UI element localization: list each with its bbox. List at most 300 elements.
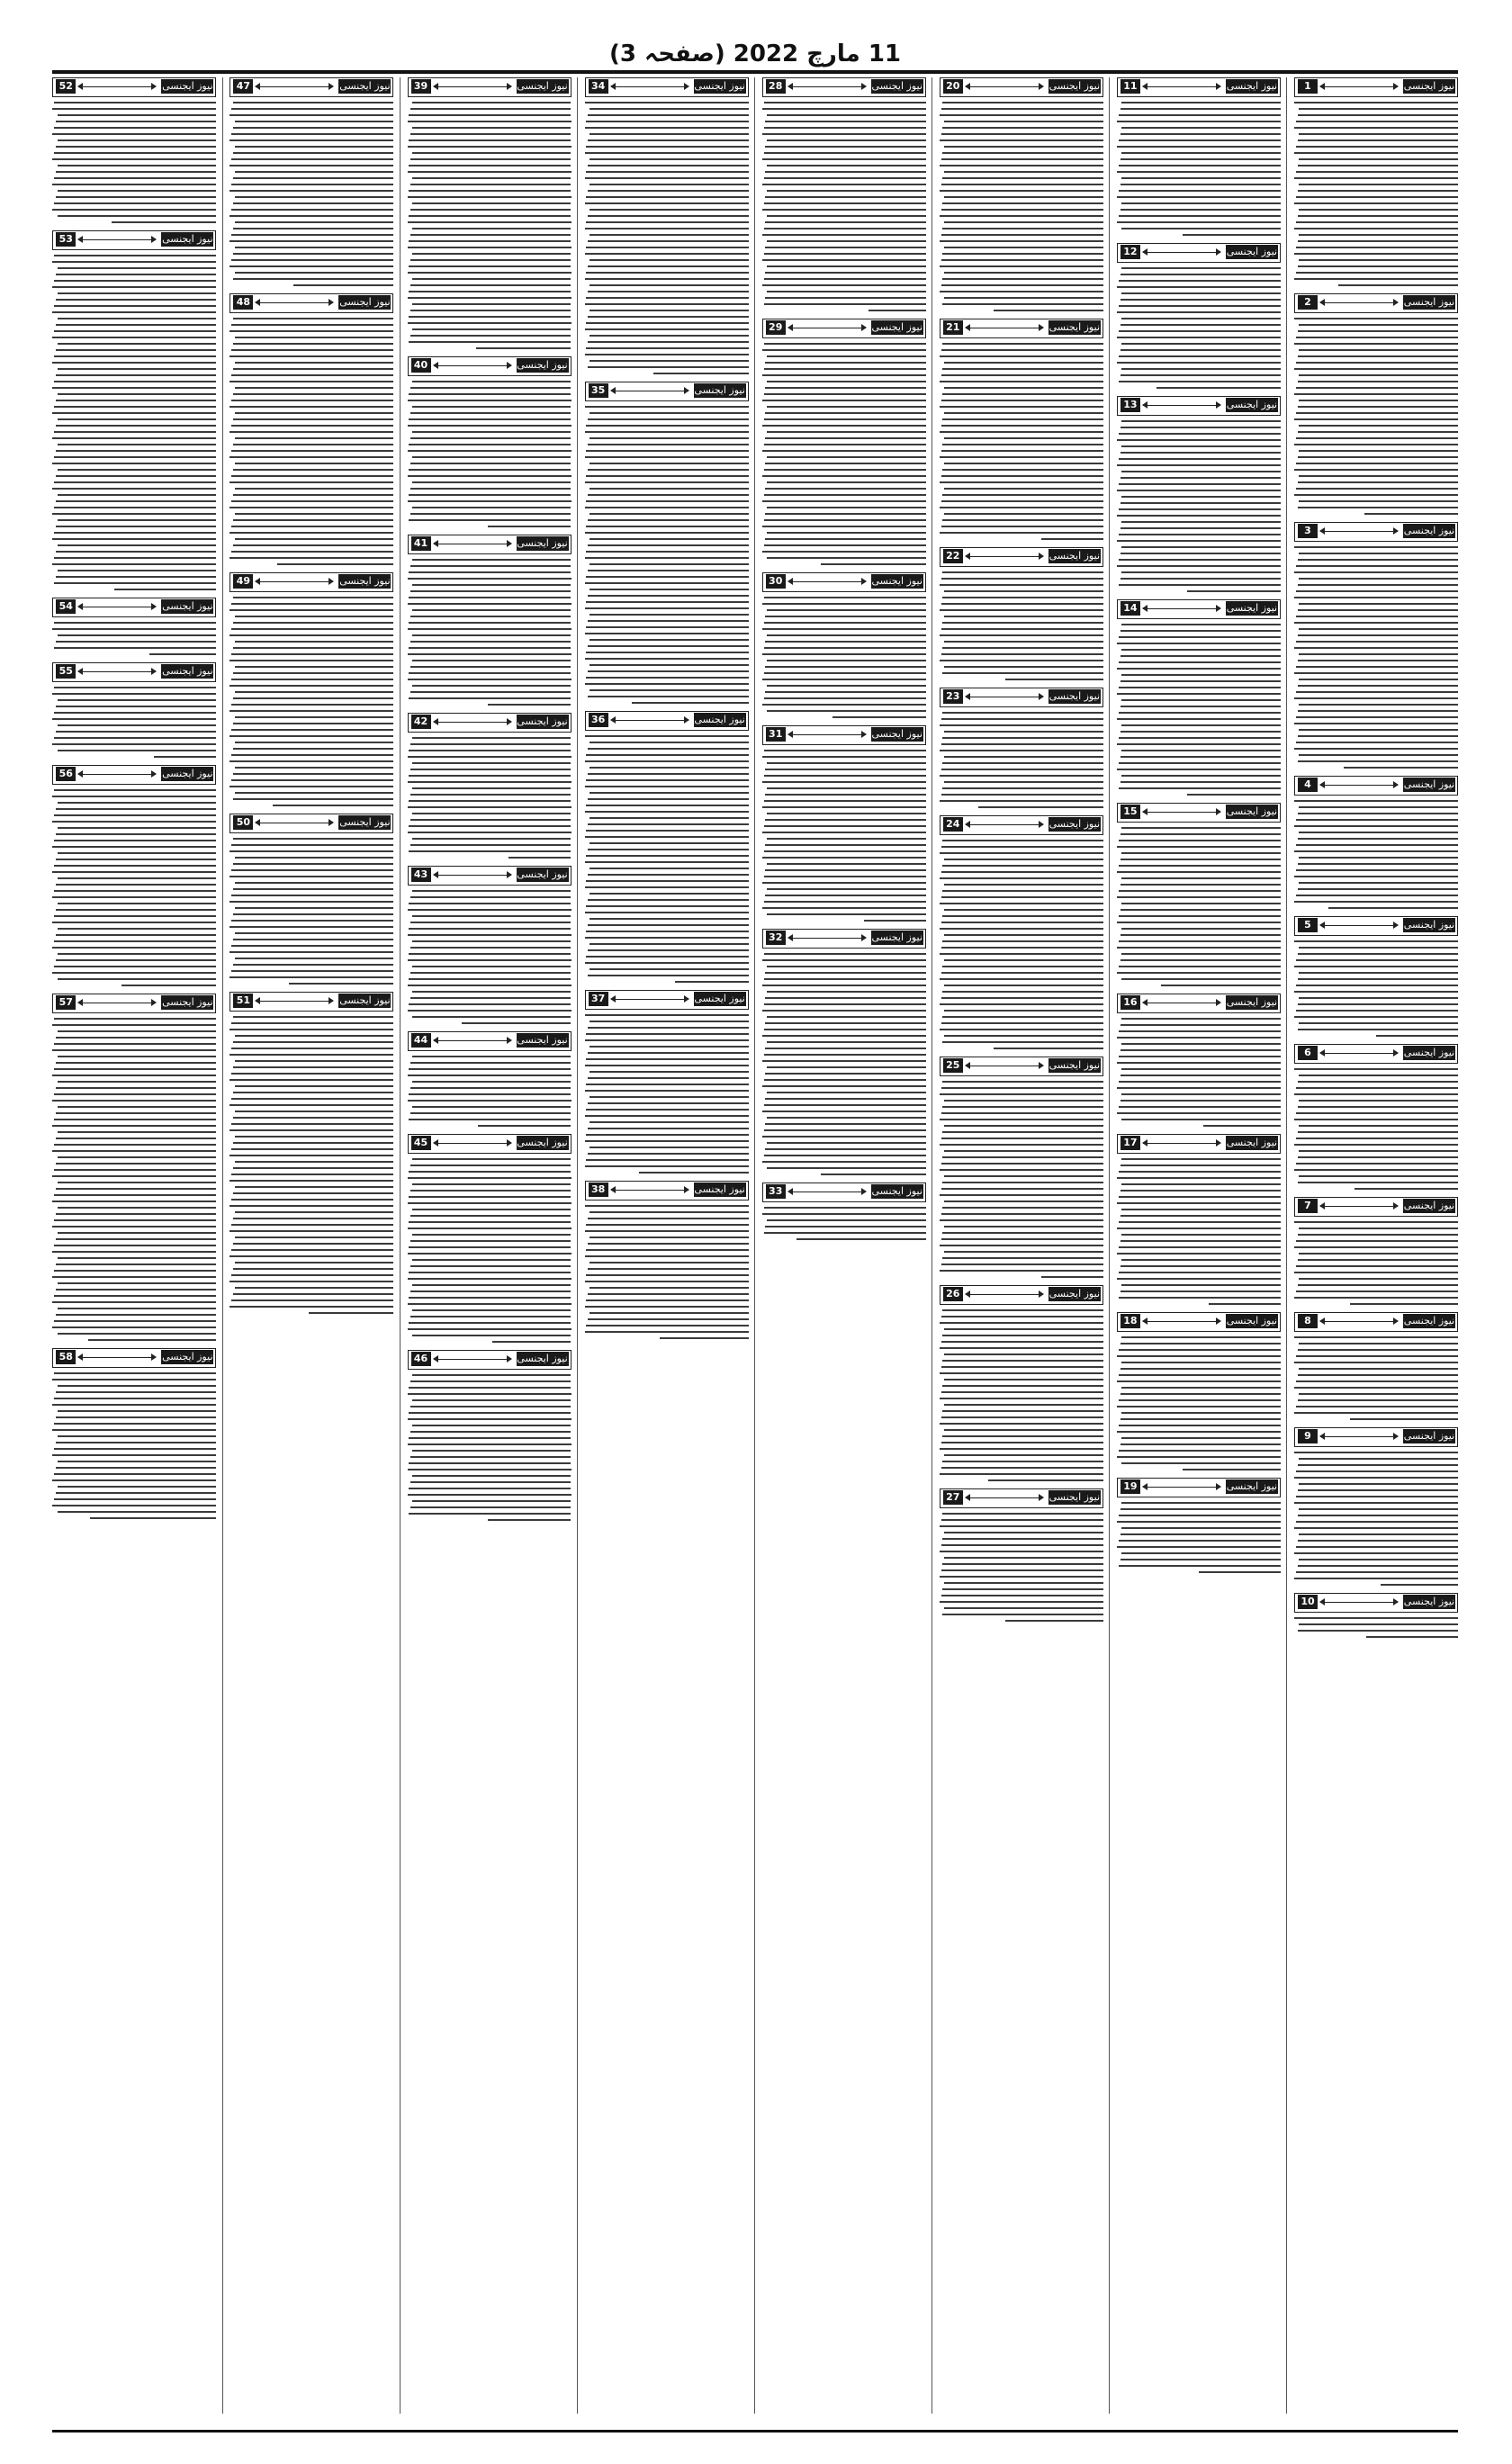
text-line: [58, 802, 217, 804]
text-line: [54, 1219, 216, 1221]
text-line: [233, 127, 393, 129]
text-line: [233, 393, 393, 395]
news-item: [940, 77, 1103, 311]
text-line: [56, 859, 216, 860]
text-line: [764, 444, 926, 445]
news-item: [585, 711, 749, 983]
double-arrow-icon: [78, 239, 156, 240]
news-item-body: [940, 1309, 1103, 1481]
text-line: [412, 1450, 572, 1452]
text-line: [409, 647, 571, 649]
text-line: [233, 202, 393, 204]
text-line: [112, 221, 216, 223]
news-item: [1117, 77, 1281, 236]
text-line: [1296, 146, 1458, 148]
news-item: [1117, 243, 1281, 389]
text-line: [235, 907, 394, 909]
text-line: [231, 209, 393, 211]
text-line: [944, 1429, 1103, 1431]
text-line: [941, 1163, 1103, 1165]
text-line: [942, 1156, 1102, 1158]
news-item-number: 43: [411, 868, 431, 882]
text-line: [412, 1158, 572, 1160]
agency-label: نیوز ایجنسی: [1403, 778, 1455, 790]
text-line: [941, 1138, 1103, 1139]
text-line: [942, 519, 1102, 521]
text-line: [1121, 1183, 1281, 1185]
text-line: [1120, 553, 1281, 554]
text-line: [231, 844, 393, 846]
text-line: [412, 253, 572, 255]
text-line: [412, 1234, 572, 1236]
text-line: [944, 666, 1103, 668]
double-arrow-icon: [1143, 608, 1220, 609]
text-line: [1121, 1412, 1281, 1414]
text-line: [586, 247, 748, 248]
text-line: [1121, 471, 1281, 472]
text-line: [52, 1100, 216, 1102]
text-line: [52, 1326, 216, 1328]
news-item-number: 46: [411, 1352, 431, 1366]
news-item-header: [1294, 1044, 1458, 1064]
text-line: [410, 922, 571, 923]
text-line: [1294, 1016, 1458, 1018]
news-column: [230, 77, 393, 2414]
text-line: [762, 158, 926, 160]
text-line: [765, 844, 925, 846]
news-item-number: 51: [233, 994, 253, 1008]
text-line: [149, 653, 217, 655]
text-line: [409, 928, 571, 930]
text-line: [765, 869, 925, 871]
text-line: [1117, 1202, 1281, 1204]
text-line: [1299, 1343, 1458, 1344]
news-item-body: [230, 102, 393, 286]
text-line: [944, 934, 1103, 936]
text-line: [58, 469, 217, 471]
text-line: [54, 1398, 216, 1399]
double-arrow-icon: [1320, 1602, 1398, 1603]
text-line: [235, 247, 394, 248]
text-line: [1120, 1368, 1281, 1370]
news-item: [230, 814, 393, 985]
text-line: [588, 1218, 748, 1219]
text-line: [942, 1131, 1102, 1133]
text-line: [942, 102, 1102, 103]
text-line: [767, 240, 926, 242]
text-line: [1298, 1374, 1458, 1376]
text-line: [765, 171, 925, 173]
text-line: [231, 779, 393, 781]
news-item-body: [940, 571, 1103, 680]
text-line: [944, 1454, 1103, 1456]
text-line: [942, 1360, 1102, 1362]
text-line: [409, 265, 571, 267]
text-line: [1294, 343, 1458, 345]
text-line: [58, 978, 217, 980]
news-item-body: [940, 1081, 1103, 1278]
text-line: [585, 278, 749, 280]
text-line: [230, 1230, 393, 1232]
text-line: [767, 355, 926, 357]
text-line: [1294, 723, 1458, 724]
news-item: [1294, 1312, 1458, 1420]
text-line: [408, 1418, 572, 1420]
text-line: [230, 685, 393, 687]
double-arrow-icon: [611, 86, 688, 87]
text-line: [56, 450, 216, 452]
text-line: [52, 718, 216, 720]
text-line: [233, 647, 393, 649]
text-line: [58, 1435, 217, 1437]
text-line: [940, 928, 1103, 930]
text-line: [765, 769, 925, 770]
text-line: [941, 947, 1103, 949]
text-line: [1294, 1221, 1458, 1223]
text-line: [586, 322, 748, 324]
text-line: [52, 1379, 216, 1380]
text-line: [764, 1079, 926, 1081]
text-line: [52, 1024, 216, 1026]
text-line: [52, 261, 216, 263]
text-line: [231, 158, 393, 160]
text-line: [1119, 1106, 1281, 1108]
text-line: [492, 1341, 571, 1343]
news-item-header: [408, 1031, 572, 1051]
column-divider: [754, 77, 755, 2414]
text-line: [235, 1111, 394, 1112]
text-line: [1120, 427, 1281, 428]
double-arrow-icon: [966, 556, 1043, 557]
text-line: [1296, 590, 1458, 592]
text-line: [765, 1022, 925, 1024]
text-line: [944, 437, 1103, 439]
text-line: [230, 406, 393, 408]
text-line: [585, 735, 749, 737]
text-line: [942, 712, 1102, 714]
text-line: [1294, 1093, 1458, 1095]
text-line: [942, 418, 1102, 420]
text-line: [1344, 767, 1458, 769]
agency-label: نیوز ایجنسی: [1226, 80, 1278, 92]
news-item-header: [762, 725, 926, 745]
text-line: [1296, 1546, 1458, 1548]
text-line: [233, 748, 393, 750]
text-line: [940, 406, 1103, 408]
double-arrow-icon: [1320, 86, 1398, 87]
text-line: [408, 400, 572, 401]
text-line: [410, 972, 571, 974]
text-line: [1121, 978, 1281, 980]
text-line: [944, 1125, 1103, 1127]
double-arrow-icon: [1143, 812, 1220, 813]
text-line: [942, 1081, 1102, 1083]
text-line: [1294, 622, 1458, 624]
text-line: [408, 221, 572, 223]
text-line: [1294, 966, 1458, 967]
text-line: [588, 949, 748, 951]
text-line: [54, 1448, 216, 1450]
text-line: [1296, 272, 1458, 274]
text-line: [235, 362, 394, 364]
text-line: [585, 760, 749, 762]
text-line: [1119, 915, 1281, 917]
text-line: [412, 1056, 572, 1057]
news-item: [408, 535, 572, 706]
news-item-header: [585, 77, 749, 97]
text-line: [940, 190, 1103, 192]
text-line: [54, 152, 216, 154]
text-line: [1299, 400, 1458, 401]
text-line: [54, 1295, 216, 1297]
news-item-body: [1294, 1617, 1458, 1638]
text-line: [1296, 691, 1458, 693]
text-line: [412, 177, 572, 179]
double-arrow-icon: [1320, 785, 1398, 786]
text-line: [52, 1201, 216, 1202]
news-item-number: 17: [1120, 1136, 1140, 1150]
text-line: [1120, 756, 1281, 758]
text-line: [941, 972, 1103, 974]
text-line: [1294, 177, 1458, 179]
text-line: [821, 563, 925, 565]
text-line: [235, 1262, 394, 1263]
text-line: [54, 966, 216, 967]
text-line: [1294, 940, 1458, 942]
text-line: [1119, 1515, 1281, 1516]
text-line: [764, 647, 926, 649]
text-line: [412, 1500, 572, 1502]
news-item: [1294, 77, 1458, 286]
news-item-header: [940, 1285, 1103, 1305]
text-line: [1298, 710, 1458, 712]
text-line: [54, 1144, 216, 1146]
text-line: [1296, 387, 1458, 389]
text-line: [56, 641, 216, 643]
text-line: [235, 716, 394, 718]
text-line: [412, 1016, 572, 1018]
text-line: [767, 165, 926, 166]
text-line: [233, 418, 393, 420]
text-line: [233, 494, 393, 496]
news-item-header: [408, 535, 572, 554]
text-line: [940, 1245, 1103, 1246]
text-line: [409, 1093, 571, 1095]
news-item-body: [585, 406, 749, 704]
text-line: [409, 165, 571, 166]
text-line: [412, 940, 572, 942]
text-line: [52, 437, 216, 439]
news-item-number: 53: [56, 232, 76, 247]
text-line: [1298, 1156, 1458, 1158]
news-item-number: 10: [1298, 1595, 1318, 1609]
text-line: [409, 139, 571, 141]
news-item: [1294, 916, 1458, 1037]
text-line: [590, 792, 749, 794]
text-line: [590, 538, 749, 540]
text-line: [410, 387, 571, 389]
text-line: [1121, 127, 1281, 129]
text-line: [588, 696, 748, 697]
text-line: [52, 1049, 216, 1051]
text-line: [52, 922, 216, 923]
text-line: [944, 247, 1103, 248]
text-line: [1120, 452, 1281, 454]
text-line: [942, 571, 1102, 573]
text-line: [767, 762, 926, 764]
text-line: [54, 1068, 216, 1070]
agency-label: نیوز ایجنسی: [1226, 246, 1278, 257]
text-line: [230, 976, 393, 978]
text-line: [1183, 234, 1281, 236]
text-line: [764, 672, 926, 674]
text-line: [233, 177, 393, 179]
text-line: [230, 481, 393, 483]
text-line: [1121, 368, 1281, 370]
text-line: [586, 171, 748, 173]
agency-label: نیوز ایجنسی: [871, 728, 922, 740]
text-line: [1294, 825, 1458, 827]
text-line: [231, 551, 393, 553]
text-line: [412, 1209, 572, 1210]
text-line: [408, 603, 572, 605]
text-line: [590, 589, 749, 590]
news-item-body: [52, 102, 216, 223]
news-item-body: [52, 622, 216, 655]
double-arrow-icon: [1320, 302, 1398, 303]
text-line: [585, 836, 749, 838]
text-line: [1298, 1349, 1458, 1351]
news-item: [940, 815, 1103, 1049]
news-item-body: [1294, 1336, 1458, 1420]
text-line: [586, 1249, 748, 1251]
text-line: [1364, 513, 1458, 515]
text-line: [586, 779, 748, 781]
text-line: [944, 884, 1103, 886]
text-line: [231, 920, 393, 922]
text-line: [940, 507, 1103, 508]
text-line: [235, 412, 394, 414]
text-line: [944, 412, 1103, 414]
news-item: [940, 688, 1103, 808]
text-line: [588, 316, 748, 318]
text-line: [409, 393, 571, 395]
text-line: [941, 374, 1103, 376]
text-line: [764, 303, 926, 305]
text-line: [88, 1339, 216, 1341]
text-line: [1299, 209, 1458, 211]
text-line: [409, 571, 571, 573]
text-line: [230, 1029, 393, 1030]
text-line: [586, 1325, 748, 1326]
news-item-body: [1117, 1018, 1281, 1127]
text-line: [1117, 1380, 1281, 1382]
text-line: [767, 634, 926, 636]
text-line: [56, 884, 216, 886]
text-line: [590, 412, 749, 414]
text-line: [462, 1022, 572, 1024]
text-line: [940, 1270, 1103, 1272]
news-item: [1117, 803, 1281, 986]
text-line: [1296, 362, 1458, 364]
text-line: [1119, 190, 1281, 192]
news-item-number: 16: [1120, 995, 1140, 1010]
news-item: [1117, 396, 1281, 592]
text-line: [230, 557, 393, 559]
text-line: [1117, 1037, 1281, 1039]
text-line: [408, 1469, 572, 1470]
text-line: [767, 966, 926, 967]
text-line: [588, 190, 748, 192]
text-line: [1117, 922, 1281, 923]
text-line: [1121, 546, 1281, 548]
text-line: [54, 280, 216, 282]
news-item-body: [940, 102, 1103, 311]
text-line: [1294, 1068, 1458, 1070]
text-line: [586, 1033, 748, 1035]
text-line: [764, 343, 926, 345]
news-item-number: 35: [589, 383, 608, 398]
news-item-body: [408, 737, 572, 859]
text-line: [762, 959, 926, 961]
text-line: [235, 1236, 394, 1238]
text-line: [941, 896, 1103, 898]
text-line: [1296, 221, 1458, 223]
text-line: [54, 622, 216, 624]
text-line: [56, 171, 216, 173]
text-line: [585, 177, 749, 179]
text-line: [1299, 628, 1458, 630]
text-line: [409, 519, 571, 521]
text-line: [944, 272, 1103, 274]
text-line: [941, 209, 1103, 211]
text-line: [409, 597, 571, 598]
text-line: [767, 190, 926, 192]
text-line: [944, 513, 1103, 515]
text-line: [1119, 559, 1281, 561]
text-line: [588, 469, 748, 471]
text-line: [585, 633, 749, 634]
news-item-header: [52, 598, 216, 617]
text-line: [412, 634, 572, 636]
text-line: [941, 1213, 1103, 1215]
news-item-body: [1117, 827, 1281, 986]
text-line: [408, 322, 572, 324]
news-item: [1294, 1427, 1458, 1586]
text-line: [412, 1475, 572, 1477]
text-line: [54, 890, 216, 892]
text-line: [1117, 540, 1281, 542]
text-line: [941, 603, 1103, 605]
text-line: [409, 1221, 571, 1223]
text-line: [1296, 437, 1458, 439]
text-line: [1299, 133, 1458, 135]
text-line: [54, 1018, 216, 1020]
text-line: [585, 354, 749, 355]
text-line: [54, 481, 216, 483]
text-line: [233, 1268, 393, 1270]
text-line: [765, 819, 925, 821]
text-line: [230, 1104, 393, 1106]
text-line: [1294, 318, 1458, 319]
text-line: [409, 1003, 571, 1005]
text-line: [762, 500, 926, 502]
news-item-number: 38: [589, 1183, 608, 1197]
news-item-header: [52, 765, 216, 785]
text-line: [586, 196, 748, 198]
news-item-header: [762, 77, 926, 97]
text-line: [1296, 1240, 1458, 1242]
